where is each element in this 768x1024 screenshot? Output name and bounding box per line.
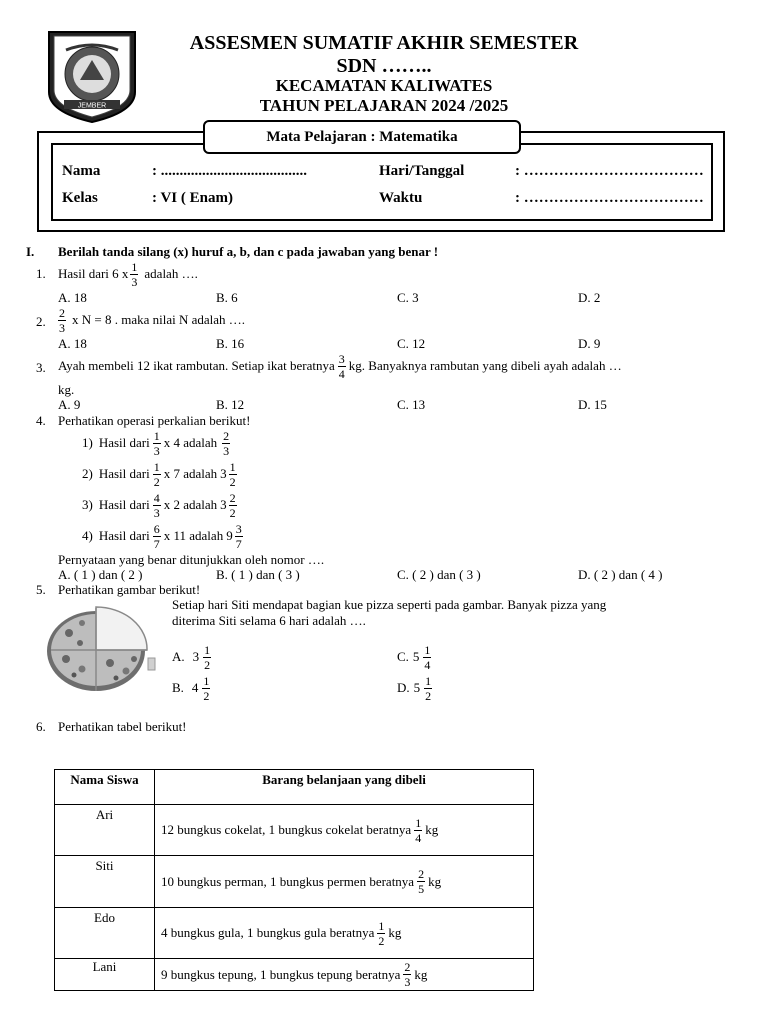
q1-number: 1. (36, 266, 46, 281)
q1-text: Hasil dari 6 x $\frac{1}{3}$ adalah …. (58, 259, 198, 289)
nama-label: Nama (62, 163, 101, 179)
table-header-items: Barang belanjaan yang dibeli (155, 770, 534, 805)
q1-option-c[interactable]: C. 3 (397, 290, 419, 305)
q2-option-b[interactable]: B. 16 (216, 336, 245, 351)
hari-value[interactable]: : ……………………………… (515, 163, 704, 179)
q4-option-c[interactable]: C. ( 2 ) dan ( 3 ) (397, 567, 481, 582)
shopping-table (54, 769, 534, 991)
q2-number: 2. (36, 314, 46, 329)
table-cell-name: Ari (55, 805, 155, 856)
section-instruction: Berilah tanda silang (x) huruf a, b, dan c pada jawaban yang benar ! (58, 244, 439, 259)
q3-text-continued: kg. (58, 382, 75, 397)
q4-statement: Pernyataan yang benar ditunjukkan oleh nomor …. (58, 552, 325, 567)
table-cell-name: Edo (55, 908, 155, 959)
q4-item-4: 4) Hasil dari $\frac{6}{7}$ x 11 adalah 9 $\frac{3}{7}$ (82, 521, 242, 551)
title-line-1: ASSESMEN SUMATIF AKHIR SEMESTER (189, 32, 579, 54)
q4-item-3: 3) Hasil dari $\frac{4}{3}$ x 2 adalah 3 $\frac{2}{2}$ (82, 490, 236, 520)
subject-box: Mata Pelajaran : Matematika (203, 120, 521, 154)
q5-option-c[interactable]: C. 5 $\frac{1}{4}$ (397, 642, 431, 672)
waktu-label: Waktu (379, 190, 423, 206)
q4-option-b[interactable]: B. ( 1 ) dan ( 3 ) (216, 567, 300, 582)
q5-text: Perhatikan gambar berikut! (58, 582, 201, 597)
table-row (55, 856, 534, 908)
pizza-image (44, 603, 156, 693)
q5-option-d[interactable]: D. 5 $\frac{1}{2}$ (397, 673, 432, 703)
waktu-value[interactable]: : ……………………………… (515, 190, 704, 206)
q3-option-c[interactable]: C. 13 (397, 397, 426, 412)
section-number: I. (26, 244, 35, 259)
nama-value[interactable]: : ....................................... (152, 163, 307, 179)
table-cell-name: Lani (55, 959, 155, 991)
title-line-4: TAHUN PELAJARAN 2024 /2025 (259, 96, 509, 115)
logo-text: JEMBER (77, 102, 107, 110)
table-cell-items: 10 bungkus perman, 1 bungkus permen beratnya $\frac{2}{5}$ kg (155, 856, 534, 908)
q5-option-b[interactable]: B. 4 $\frac{1}{2}$ (172, 673, 210, 703)
table-cell-items: 4 bungkus gula, 1 bungkus gula beratnya $\frac{1}{2}$ kg (155, 908, 534, 959)
q5-description-line-1: Setiap hari Siti mendapat bagian kue pizza seperti pada gambar. Banyak pizza yang (172, 597, 607, 612)
q6-text: Perhatikan tabel berikut! (58, 719, 187, 734)
table-row (55, 959, 534, 991)
q4-item-2: 2) Hasil dari $\frac{1}{2}$ x 7 adalah 3 $\frac{1}{2}$ (82, 459, 236, 489)
hari-label: Hari/Tanggal (379, 163, 465, 179)
title-line-2: SDN …….. (336, 55, 432, 77)
q4-number: 4. (36, 413, 46, 428)
q3-option-d[interactable]: D. 15 (578, 397, 607, 412)
q3-option-b[interactable]: B. 12 (216, 397, 245, 412)
kelas-value: : VI ( Enam) (152, 190, 233, 206)
kelas-label: Kelas (62, 190, 98, 206)
q5-option-a[interactable]: A. 3 $\frac{1}{2}$ (172, 642, 211, 672)
table-header-row (55, 770, 534, 805)
table-cell-name: Siti (55, 856, 155, 908)
q5-description-line-2: diterima Siti selama 6 hari adalah …. (172, 613, 366, 628)
q1-option-a[interactable]: A. 18 (58, 290, 87, 305)
table-cell-items: 9 bungkus tepung, 1 bungkus tepung beratnya $\frac{2}{3}$ kg (155, 959, 534, 991)
q4-option-d[interactable]: D. ( 2 ) dan ( 4 ) (578, 567, 663, 582)
q3-number: 3. (36, 360, 46, 375)
q2-text: $\frac{2}{3}$ x N = 8 . maka nilai N adalah …. (59, 305, 246, 335)
q3-text: Ayah membeli 12 ikat rambutan. Setiap ikat beratnya $\frac{3}{4}$ kg. Banyaknya rambutan yang dibeli ayah adalah … (58, 351, 622, 381)
table-row (55, 908, 534, 959)
table-cell-items: 12 bungkus cokelat, 1 bungkus cokelat beratnya $\frac{1}{4}$ kg (155, 805, 534, 856)
table-header-name: Nama Siswa (55, 770, 155, 805)
q3-option-a[interactable]: A. 9 (58, 397, 81, 412)
q4-text: Perhatikan operasi perkalian berikut! (58, 413, 251, 428)
q2-option-a[interactable]: A. 18 (58, 336, 87, 351)
q2-option-d[interactable]: D. 9 (578, 336, 601, 351)
q5-number: 5. (36, 582, 46, 597)
table-row (55, 805, 534, 856)
info-box-inner (51, 143, 713, 221)
q2-option-c[interactable]: C. 12 (397, 336, 426, 351)
q4-item-1: 1) Hasil dari $\frac{1}{3}$ x 4 adalah $\frac{2}{3}$ (82, 428, 230, 458)
title-line-3: KECAMATAN KALIWATES (275, 76, 493, 95)
q6-number: 6. (36, 719, 46, 734)
q1-option-b[interactable]: B. 6 (216, 290, 238, 305)
q4-option-a[interactable]: A. ( 1 ) dan ( 2 ) (58, 567, 143, 582)
q1-option-d[interactable]: D. 2 (578, 290, 601, 305)
